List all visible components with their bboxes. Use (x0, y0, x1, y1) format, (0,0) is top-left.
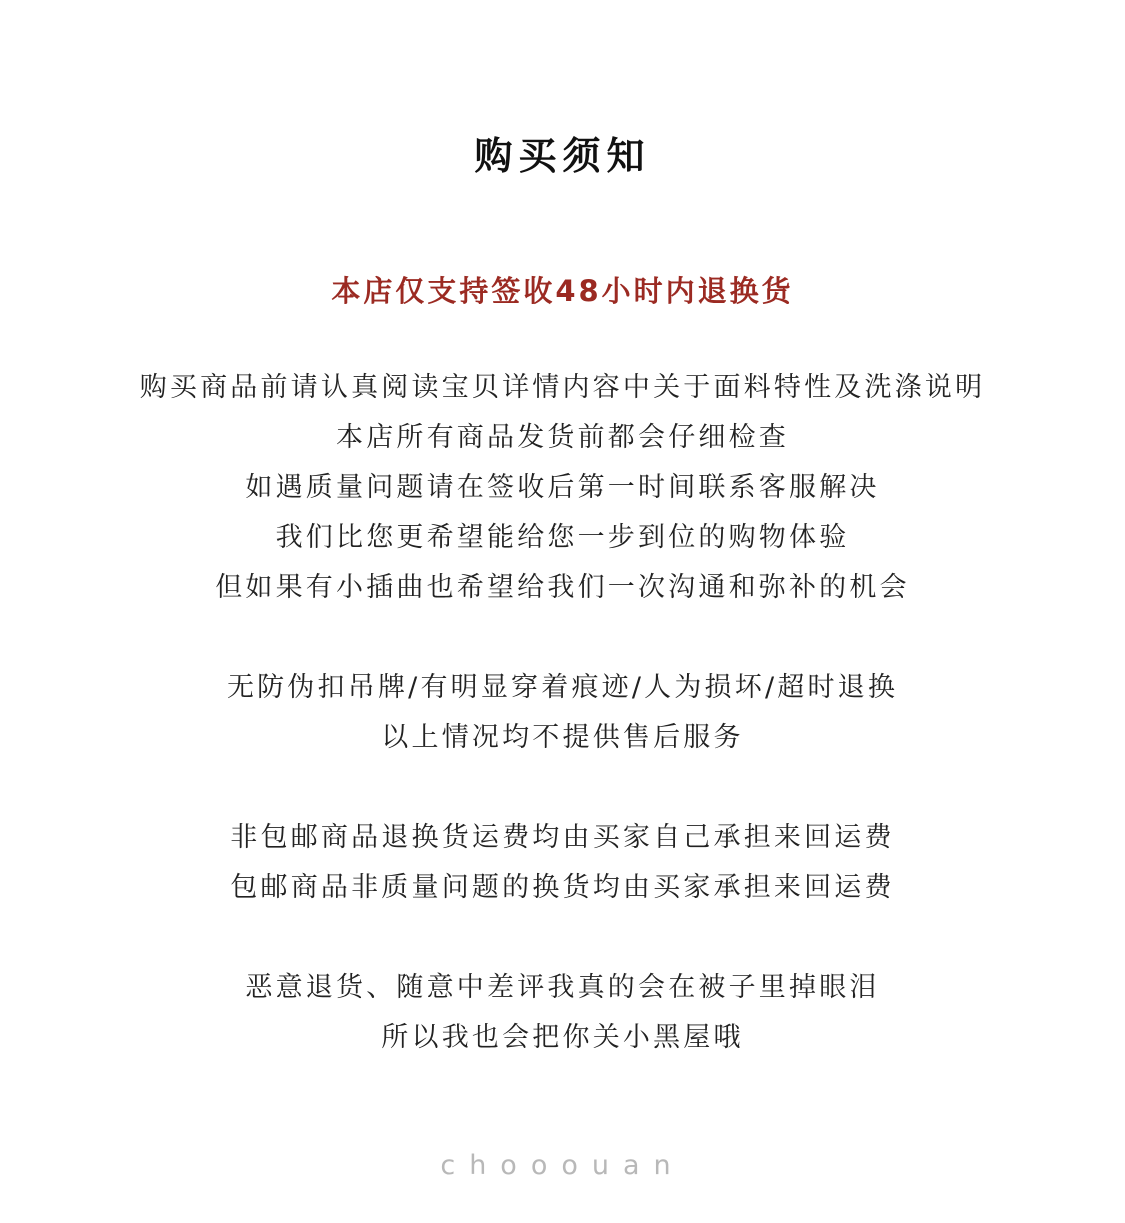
notice-line: 本店所有商品发货前都会仔细检查 (336, 422, 789, 453)
notice-line: 我们比您更希望能给您一步到位的购物体验 (275, 522, 850, 553)
notice-line: 以上情况均不提供售后服务 (381, 722, 744, 753)
notice-line: 所以我也会把你关小黑屋哦 (381, 1022, 744, 1053)
notice-section-malicious-returns (0, 963, 1125, 1063)
page-title: 购买须知 (474, 134, 651, 178)
notice-section-reading (0, 363, 1125, 613)
return-policy-headline: 本店仅支持签收48小时内退换货 (331, 274, 794, 308)
notice-line: 无防伪扣吊牌/有明显穿着痕迹/人为损坏/超时退换 (226, 672, 899, 703)
notice-section-exclusions (0, 663, 1125, 763)
brand-wordmark: chooouan (440, 1150, 685, 1181)
notice-line: 购买商品前请认真阅读宝贝详情内容中关于面料特性及洗涤说明 (139, 372, 986, 403)
notice-line: 包邮商品非质量问题的换货均由买家承担来回运费 (230, 872, 895, 903)
notice-line: 但如果有小插曲也希望给我们一次沟通和弥补的机会 (215, 572, 910, 603)
notice-line: 如遇质量问题请在签收后第一时间联系客服解决 (245, 472, 880, 503)
notice-line: 恶意退货、随意中差评我真的会在被子里掉眼泪 (245, 972, 880, 1003)
notice-section-shipping-fees (0, 813, 1125, 913)
notice-line: 非包邮商品退换货运费均由买家自己承担来回运费 (230, 822, 895, 853)
